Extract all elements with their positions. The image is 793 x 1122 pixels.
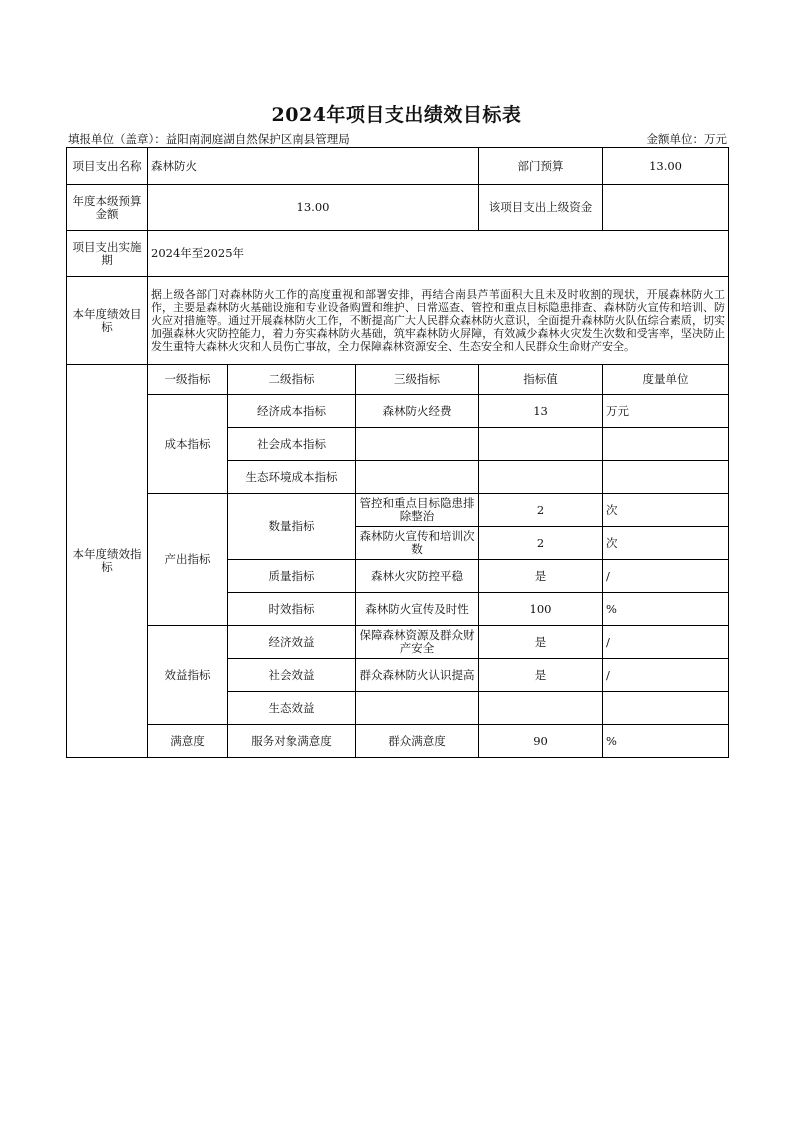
row-level2: 质量指标	[228, 560, 356, 593]
row-unit: /	[603, 659, 729, 692]
row-unit: %	[603, 593, 729, 626]
group-benefit: 效益指标	[148, 626, 228, 725]
dept-budget: 13.00	[603, 148, 729, 185]
performance-table	[66, 147, 729, 758]
row-unit: /	[603, 560, 729, 593]
row-level2: 数量指标	[228, 494, 356, 560]
budget-amount-label: 年度本级预算金额	[67, 185, 148, 231]
row-level3	[356, 428, 479, 461]
row-value: 是	[479, 659, 603, 692]
group-cost: 成本指标	[148, 395, 228, 494]
project-name: 森林防火	[148, 148, 479, 185]
row-unit: 次	[603, 527, 729, 560]
row-level3: 管控和重点目标隐患排除整治	[356, 494, 479, 527]
row-value: 100	[479, 593, 603, 626]
row-level3: 群众森林防火认识提高	[356, 659, 479, 692]
header-level2: 二级指标	[228, 365, 356, 395]
row-level2: 时效指标	[228, 593, 356, 626]
upper-funds	[603, 185, 729, 231]
row-level2: 经济效益	[228, 626, 356, 659]
row-value	[479, 428, 603, 461]
row-level2: 社会成本指标	[228, 428, 356, 461]
header-unit: 度量单位	[603, 365, 729, 395]
row-unit	[603, 692, 729, 725]
row-level3: 森林火灾防控平稳	[356, 560, 479, 593]
row-level2: 社会效益	[228, 659, 356, 692]
row-level3: 森林防火宣传及时性	[356, 593, 479, 626]
row-value: 2	[479, 527, 603, 560]
row-value	[479, 461, 603, 494]
row-value: 90	[479, 725, 603, 758]
reporting-unit: 填报单位（盖章）：益阳南洞庭湖自然保护区南县管理局	[68, 132, 350, 146]
row-unit	[603, 461, 729, 494]
row-unit	[603, 428, 729, 461]
row-value: 是	[479, 560, 603, 593]
group-output: 产出指标	[148, 494, 228, 626]
row-unit: /	[603, 626, 729, 659]
period-label: 项目支出实施期	[67, 231, 148, 277]
goal-text: 据上级各部门对森林防火工作的高度重视和部署安排，再结合南县芦苇面积大且未及时收割的现状，开展森林防火工作，主要是森林防火基础设施和专业设备购置和维护、日常巡查、管控和重点目标隐患排查、森林防火宣传和培训、防火应对措施等。通过开展森林防火工作，不断提高广大人民群众森林防火意识，全面提升森林防火队伍综合素质，切实加强森林火灾防控能力，着力夯实森林防火基础，筑牢森林防火屏障，有效减少森林火灾发生次数和受害率，坚决防止发生重特大森林火灾和人员伤亡事故，全力保障森林资源安全、生态安全和人民群众生命财产安全。	[148, 277, 729, 365]
row-level2: 生态环境成本指标	[228, 461, 356, 494]
row-value: 13	[479, 395, 603, 428]
row-level3: 群众满意度	[356, 725, 479, 758]
row-level3	[356, 692, 479, 725]
amount-unit: 金额单位：万元	[646, 132, 727, 146]
header-value: 指标值	[479, 365, 603, 395]
project-name-label: 项目支出名称	[67, 148, 148, 185]
header-level1: 一级指标	[148, 365, 228, 395]
row-value	[479, 692, 603, 725]
period: 2024年至2025年	[148, 231, 729, 277]
row-level2: 生态效益	[228, 692, 356, 725]
row-level3: 森林防火宣传和培训次数	[356, 527, 479, 560]
row-value: 是	[479, 626, 603, 659]
row-unit: 次	[603, 494, 729, 527]
row-level2: 服务对象满意度	[228, 725, 356, 758]
row-unit: %	[603, 725, 729, 758]
row-level3: 森林防火经费	[356, 395, 479, 428]
upper-funds-label: 该项目支出上级资金	[479, 185, 603, 231]
row-level3: 保障森林资源及群众财产安全	[356, 626, 479, 659]
page-title: 2024年项目支出绩效目标表	[271, 104, 522, 126]
budget-amount: 13.00	[148, 185, 479, 231]
goal-label: 本年度绩效目标	[67, 277, 148, 365]
header-level3: 三级指标	[356, 365, 479, 395]
row-value: 2	[479, 494, 603, 527]
dept-budget-label: 部门预算	[479, 148, 603, 185]
row-unit: 万元	[603, 395, 729, 428]
row-level2: 经济成本指标	[228, 395, 356, 428]
indicators-section-label: 本年度绩效指标	[67, 365, 148, 758]
row-level3	[356, 461, 479, 494]
group-satisfaction: 满意度	[148, 725, 228, 758]
